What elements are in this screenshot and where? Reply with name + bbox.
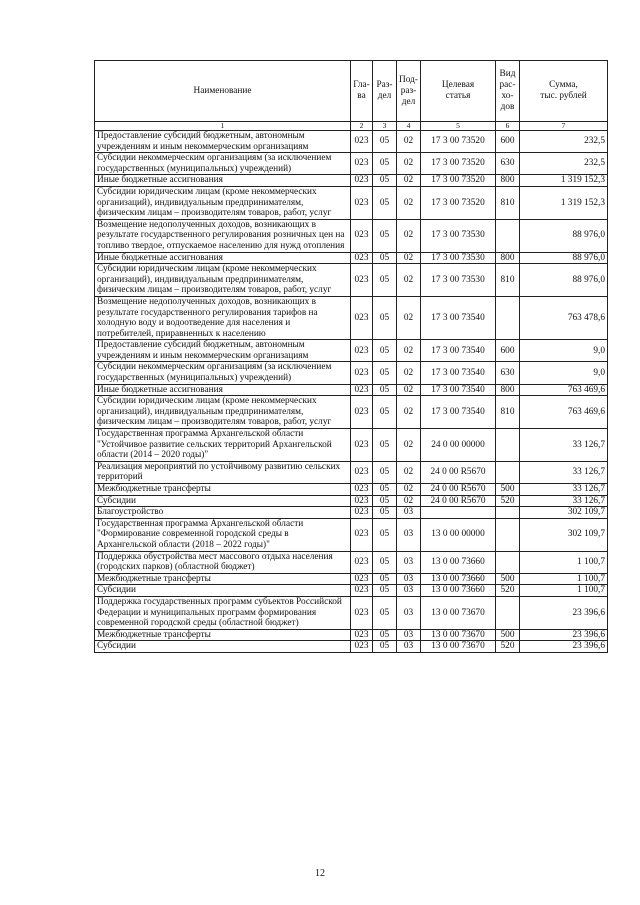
cell-glava: 023 [351, 629, 373, 641]
header-podrazdel: Под- раз- дел [397, 61, 421, 122]
cell-razdel: 05 [373, 362, 397, 384]
cell-glava: 023 [351, 573, 373, 585]
table-row [95, 551, 608, 573]
cell-glava: 023 [351, 396, 373, 429]
cell-razdel: 05 [373, 396, 397, 429]
cell-sum: 302 109,7 [520, 518, 608, 551]
header-row [95, 61, 608, 122]
cell-sum: 763 478,6 [520, 296, 608, 339]
cell-expense-type: 800 [496, 252, 520, 264]
cell-name: Субсидии некоммерческим организациям (за исключением государственных (муниципальных) учреждений) [95, 362, 351, 384]
cell-target-article: 17 3 00 73530 [421, 264, 496, 297]
cell-podrazdel: 02 [397, 186, 421, 219]
table-row [95, 219, 608, 252]
cell-name: Иные бюджетные ассигнования [95, 175, 351, 187]
cell-target-article [421, 507, 496, 519]
table-row [95, 264, 608, 297]
cell-target-article: 17 3 00 73540 [421, 296, 496, 339]
cell-razdel: 05 [373, 495, 397, 507]
cell-sum: 33 126,7 [520, 495, 608, 507]
cell-expense-type: 800 [496, 175, 520, 187]
cell-name: Субсидии [95, 495, 351, 507]
table-row [95, 153, 608, 175]
cell-sum: 1 319 152,3 [520, 186, 608, 219]
cell-expense-type: 810 [496, 186, 520, 219]
cell-expense-type: 600 [496, 131, 520, 153]
cell-glava: 023 [351, 186, 373, 219]
cell-expense-type: 630 [496, 362, 520, 384]
cell-podrazdel: 03 [397, 629, 421, 641]
cell-target-article: 24 0 00 R5670 [421, 461, 496, 483]
cell-glava: 023 [351, 518, 373, 551]
cell-expense-type [496, 518, 520, 551]
cell-target-article: 17 3 00 73520 [421, 153, 496, 175]
table-row [95, 585, 608, 597]
cell-sum: 763 469,6 [520, 396, 608, 429]
cell-glava: 023 [351, 296, 373, 339]
cell-podrazdel: 02 [397, 264, 421, 297]
cell-sum: 88 976,0 [520, 264, 608, 297]
cell-target-article: 17 3 00 73540 [421, 340, 496, 362]
table-row [95, 396, 608, 429]
cell-target-article: 17 3 00 73520 [421, 186, 496, 219]
cell-name: Благоустройство [95, 507, 351, 519]
cell-glava: 023 [351, 585, 373, 597]
cell-glava: 023 [351, 252, 373, 264]
cell-name: Субсидии юридическим лицам (кроме некоммерческих организаций), индивидуальным предпринимателям, физическим лицам – производителям товаров, работ, услуг [95, 396, 351, 429]
cell-sum: 33 126,7 [520, 484, 608, 496]
cell-podrazdel: 03 [397, 507, 421, 519]
cell-podrazdel: 02 [397, 396, 421, 429]
cell-sum: 232,5 [520, 131, 608, 153]
cell-razdel: 05 [373, 596, 397, 629]
column-number: 7 [520, 122, 608, 131]
cell-podrazdel: 02 [397, 384, 421, 396]
cell-target-article: 17 3 00 73520 [421, 175, 496, 187]
cell-sum: 88 976,0 [520, 252, 608, 264]
table-row [95, 252, 608, 264]
table-row [95, 507, 608, 519]
cell-sum: 302 109,7 [520, 507, 608, 519]
cell-razdel: 05 [373, 131, 397, 153]
cell-razdel: 05 [373, 429, 397, 462]
cell-name: Поддержка обустройства мест массового отдыха населения (городских парков) (областной бюджет) [95, 551, 351, 573]
cell-expense-type: 520 [496, 641, 520, 653]
cell-podrazdel: 02 [397, 362, 421, 384]
header-name: Наименование [95, 61, 351, 122]
table-row [95, 641, 608, 653]
cell-razdel: 05 [373, 384, 397, 396]
table-row [95, 175, 608, 187]
cell-glava: 023 [351, 384, 373, 396]
cell-name: Поддержка государственных программ субъектов Российской Федерации и муниципальных программ формирования современной городской среды (областной бюджет) [95, 596, 351, 629]
cell-name: Субсидии юридическим лицам (кроме некоммерческих организаций), индивидуальным предпринимателям, физическим лицам – производителям товаров, работ, услуг [95, 264, 351, 297]
cell-glava: 023 [351, 340, 373, 362]
cell-razdel: 05 [373, 252, 397, 264]
cell-razdel: 05 [373, 507, 397, 519]
table-row [95, 186, 608, 219]
cell-name: Субсидии [95, 585, 351, 597]
cell-glava: 023 [351, 429, 373, 462]
cell-razdel: 05 [373, 264, 397, 297]
cell-razdel: 05 [373, 484, 397, 496]
cell-expense-type [496, 507, 520, 519]
table-row [95, 596, 608, 629]
column-number: 2 [351, 122, 373, 131]
cell-glava: 023 [351, 641, 373, 653]
cell-razdel: 05 [373, 641, 397, 653]
cell-name: Межбюджетные трансферты [95, 484, 351, 496]
cell-expense-type: 500 [496, 629, 520, 641]
table-row [95, 296, 608, 339]
cell-target-article: 13 0 00 73670 [421, 641, 496, 653]
cell-name: Государственная программа Архангельской области "Формирование современной городской среды в Архангельской области (2018 – 2022 годы)" [95, 518, 351, 551]
budget-table [94, 60, 608, 653]
cell-podrazdel: 02 [397, 219, 421, 252]
cell-name: Субсидии некоммерческим организациям (за исключением государственных (муниципальных) учреждений) [95, 153, 351, 175]
cell-name: Государственная программа Архангельской области "Устойчивое развитие сельских территорий Архангельской области (2014 – 2020 годы)" [95, 429, 351, 462]
header-target-article: Целевая статья [421, 61, 496, 122]
cell-sum: 9,0 [520, 362, 608, 384]
table-row [95, 131, 608, 153]
cell-target-article: 24 0 00 R5670 [421, 495, 496, 507]
cell-target-article: 24 0 00 R5670 [421, 484, 496, 496]
cell-target-article: 17 3 00 73530 [421, 252, 496, 264]
header-glava: Гла- ва [351, 61, 373, 122]
cell-target-article: 17 3 00 73540 [421, 384, 496, 396]
cell-sum: 23 396,6 [520, 629, 608, 641]
cell-name: Иные бюджетные ассигнования [95, 384, 351, 396]
cell-name: Возмещение недополученных доходов, возникающих в результате государственного регулирования тарифов на холодную воду и водоотведение для населения и потребителей, приравненных к населению [95, 296, 351, 339]
cell-sum: 1 100,7 [520, 585, 608, 597]
cell-razdel: 05 [373, 551, 397, 573]
cell-expense-type [496, 429, 520, 462]
cell-podrazdel: 03 [397, 585, 421, 597]
cell-glava: 023 [351, 264, 373, 297]
cell-razdel: 05 [373, 153, 397, 175]
cell-expense-type: 520 [496, 495, 520, 507]
cell-glava: 023 [351, 153, 373, 175]
cell-target-article: 13 0 00 73660 [421, 551, 496, 573]
cell-podrazdel: 03 [397, 551, 421, 573]
cell-name: Межбюджетные трансферты [95, 629, 351, 641]
cell-expense-type: 810 [496, 396, 520, 429]
cell-podrazdel: 02 [397, 484, 421, 496]
cell-sum: 23 396,6 [520, 596, 608, 629]
cell-sum: 23 396,6 [520, 641, 608, 653]
table-row [95, 461, 608, 483]
column-number: 5 [421, 122, 496, 131]
cell-expense-type [496, 596, 520, 629]
cell-name: Возмещение недополученных доходов, возникающих в результате государственного регулирования розничных цен на топливо твердое, отпускаемое населению для нужд отопления [95, 219, 351, 252]
cell-podrazdel: 02 [397, 429, 421, 462]
cell-podrazdel: 03 [397, 641, 421, 653]
cell-glava: 023 [351, 596, 373, 629]
page-number: 12 [315, 868, 325, 879]
cell-sum: 1 319 152,3 [520, 175, 608, 187]
cell-expense-type: 500 [496, 484, 520, 496]
cell-target-article: 17 3 00 73530 [421, 219, 496, 252]
cell-glava: 023 [351, 484, 373, 496]
column-number-row [95, 122, 608, 131]
cell-target-article: 13 0 00 00000 [421, 518, 496, 551]
cell-name: Межбюджетные трансферты [95, 573, 351, 585]
table-row [95, 429, 608, 462]
cell-glava: 023 [351, 131, 373, 153]
cell-razdel: 05 [373, 296, 397, 339]
cell-name: Субсидии юридическим лицам (кроме некоммерческих организаций), индивидуальным предпринимателям, физическим лицам – производителям товаров, работ, услуг [95, 186, 351, 219]
cell-podrazdel: 02 [397, 252, 421, 264]
cell-target-article: 13 0 00 73660 [421, 585, 496, 597]
cell-expense-type [496, 461, 520, 483]
cell-expense-type: 500 [496, 573, 520, 585]
column-number: 3 [373, 122, 397, 131]
header-sum: Сумма, тыс. рублей [520, 61, 608, 122]
cell-name: Реализация мероприятий по устойчивому развитию сельских территорий [95, 461, 351, 483]
table-row [95, 518, 608, 551]
cell-razdel: 05 [373, 518, 397, 551]
table-row [95, 629, 608, 641]
cell-target-article: 17 3 00 73540 [421, 362, 496, 384]
cell-expense-type [496, 219, 520, 252]
table-row [95, 484, 608, 496]
cell-razdel: 05 [373, 186, 397, 219]
cell-name: Субсидии [95, 641, 351, 653]
cell-glava: 023 [351, 175, 373, 187]
cell-expense-type [496, 551, 520, 573]
table-row [95, 362, 608, 384]
cell-podrazdel: 03 [397, 573, 421, 585]
cell-sum: 33 126,7 [520, 461, 608, 483]
table-row [95, 384, 608, 396]
cell-glava: 023 [351, 461, 373, 483]
column-number: 1 [95, 122, 351, 131]
cell-sum: 88 976,0 [520, 219, 608, 252]
cell-name: Иные бюджетные ассигнования [95, 252, 351, 264]
cell-target-article: 13 0 00 73670 [421, 596, 496, 629]
cell-target-article: 13 0 00 73660 [421, 573, 496, 585]
table-row [95, 340, 608, 362]
cell-sum: 1 100,7 [520, 573, 608, 585]
cell-podrazdel: 02 [397, 131, 421, 153]
table-body [95, 131, 608, 653]
cell-sum: 9,0 [520, 340, 608, 362]
cell-razdel: 05 [373, 585, 397, 597]
cell-razdel: 05 [373, 175, 397, 187]
cell-glava: 023 [351, 495, 373, 507]
cell-razdel: 05 [373, 340, 397, 362]
cell-razdel: 05 [373, 573, 397, 585]
table-row [95, 495, 608, 507]
cell-name: Предоставление субсидий бюджетным, автономным учреждениям и иным некоммерческим организациям [95, 340, 351, 362]
table-row [95, 573, 608, 585]
document-page [94, 60, 607, 653]
cell-target-article: 17 3 00 73540 [421, 396, 496, 429]
column-number: 6 [496, 122, 520, 131]
cell-expense-type: 600 [496, 340, 520, 362]
cell-podrazdel: 02 [397, 153, 421, 175]
cell-glava: 023 [351, 219, 373, 252]
cell-razdel: 05 [373, 461, 397, 483]
column-number: 4 [397, 122, 421, 131]
cell-glava: 023 [351, 507, 373, 519]
cell-podrazdel: 03 [397, 596, 421, 629]
cell-expense-type: 520 [496, 585, 520, 597]
cell-target-article: 24 0 00 00000 [421, 429, 496, 462]
cell-target-article: 17 3 00 73520 [421, 131, 496, 153]
cell-glava: 023 [351, 362, 373, 384]
cell-razdel: 05 [373, 219, 397, 252]
cell-podrazdel: 03 [397, 518, 421, 551]
cell-expense-type: 630 [496, 153, 520, 175]
cell-sum: 33 126,7 [520, 429, 608, 462]
cell-target-article: 13 0 00 73670 [421, 629, 496, 641]
cell-sum: 1 100,7 [520, 551, 608, 573]
cell-glava: 023 [351, 551, 373, 573]
cell-podrazdel: 02 [397, 461, 421, 483]
cell-name: Предоставление субсидий бюджетным, автономным учреждениям и иным некоммерческим организациям [95, 131, 351, 153]
cell-podrazdel: 02 [397, 340, 421, 362]
cell-podrazdel: 02 [397, 495, 421, 507]
cell-sum: 763 469,6 [520, 384, 608, 396]
header-razdel: Раз- дел [373, 61, 397, 122]
cell-expense-type [496, 296, 520, 339]
cell-razdel: 05 [373, 629, 397, 641]
cell-podrazdel: 02 [397, 296, 421, 339]
cell-expense-type: 800 [496, 384, 520, 396]
header-expense-type: Вид рас- хо- дов [496, 61, 520, 122]
cell-podrazdel: 02 [397, 175, 421, 187]
cell-expense-type: 810 [496, 264, 520, 297]
cell-sum: 232,5 [520, 153, 608, 175]
